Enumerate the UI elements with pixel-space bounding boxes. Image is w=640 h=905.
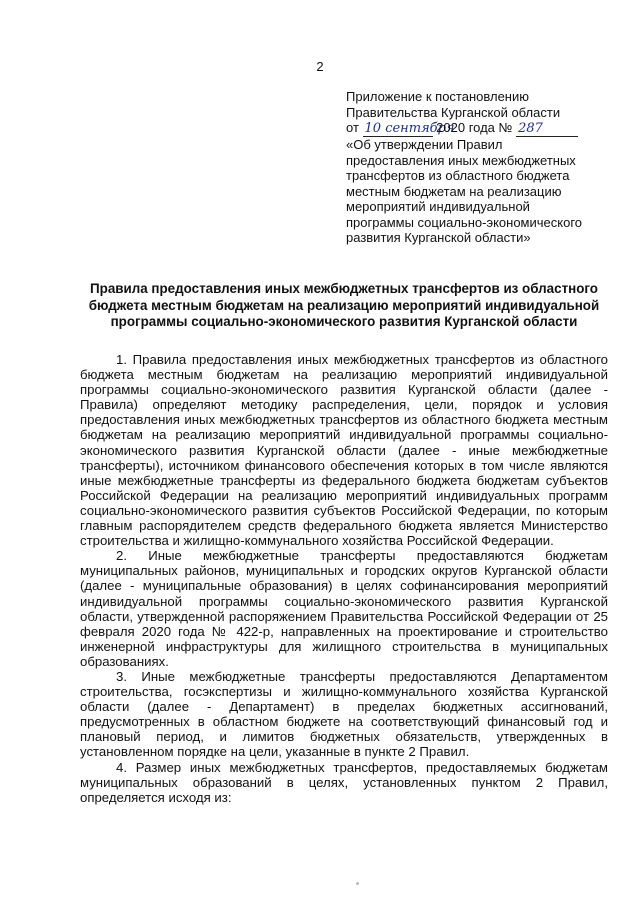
paragraph: 1. Правила предоставления иных межбюджетных трансфертов из областного бюджета местным бюджетам на реализацию мероприятий индивидуальной программы социально-экономического развития Курганской области (далее - Правила) определяют методику распределения, цели, порядок и условия предоставления иных межбюджетных трансфертов из областного бюджета местным бюджетам на реализацию мероприятий индивидуальной программы социально-экономического развития Курганской области (далее - иные межбюджетные трансферты), источником финансового обеспечения которых в том числе являются иные межбюджетные трансферты из федерального бюджета бюджетам субъектов Российской Федерации на реализацию мероприятий индивидуальных программ социально-экономического развития субъектов Российской Федерации, по которым главным распорядителем средств федерального бюджета является Министерство строительства и жилищно-коммунального хозяйства Российской Федерации. <box>80 352 608 549</box>
appendix-line: Правительства Курганской области <box>346 104 561 120</box>
paragraph: 4. Размер иных межбюджетных трансфертов, предоставляемых бюджетам муниципальных образований в целях, установленных пунктом 2 Правил, определяется исходя из: <box>80 759 608 805</box>
decree-line: предоставления иных межбюджетных <box>346 152 576 168</box>
handwritten-date: 10 сентября <box>364 121 455 136</box>
from-label: от <box>346 120 359 135</box>
decree-line: развития Курганской области» <box>346 230 531 245</box>
decree-line: местным бюджетам на реализацию <box>346 183 562 199</box>
appendix-line: Приложение к постановлению <box>346 89 529 104</box>
decree-date-row <box>346 120 616 137</box>
page-number: 2 <box>316 59 324 74</box>
decree-line: «Об утверждении Правил <box>346 137 503 152</box>
scan-dot <box>356 882 359 885</box>
document-title: Правила предоставления иных межбюджетных трансфертов из областного бюджета местным бюджетам на реализацию мероприятий индивидуальной программы социально-экономического развития Курганской области <box>88 281 600 329</box>
paragraph: 2. Иные межбюджетные трансферты предоставляются бюджетам муниципальных районов, муниципальных и городских округов Курганской области (далее - муниципальные образования) в целях софинансирования мероприятий индивидуальной программы социально-экономического развития Курганской области, утвержденной распоряжением Правительства Российской Федерации от 25 февраля 2020 года № 422-р, направленных на проектирование и строительство инженерной инфраструктуры для жилищного строительства в муниципальных образованиях. <box>80 548 608 669</box>
decree-line: мероприятий индивидуальной <box>346 199 530 214</box>
decree-line: трансфертов из областного бюджета <box>346 168 570 183</box>
document-body <box>80 352 608 805</box>
paragraph: 3. Иные межбюджетные трансферты предоставляются Департаментом строительства, госэкспертизы и жилищно-коммунального хозяйства Курганской области (далее - Департамент) в пределах бюджетных ассигнований, предусмотренных в областном бюджете на соответствующий финансовый год и плановый период, и лимитов бюджетных обязательств, утвержденных в установленном порядке на цели, указанные в пункте 2 Правил. <box>80 668 608 760</box>
handwritten-number: 287 <box>516 122 578 137</box>
decree-line: программы социально-экономического <box>346 214 582 230</box>
year-text: 2020 года № <box>436 120 513 135</box>
appendix-block <box>346 89 616 246</box>
